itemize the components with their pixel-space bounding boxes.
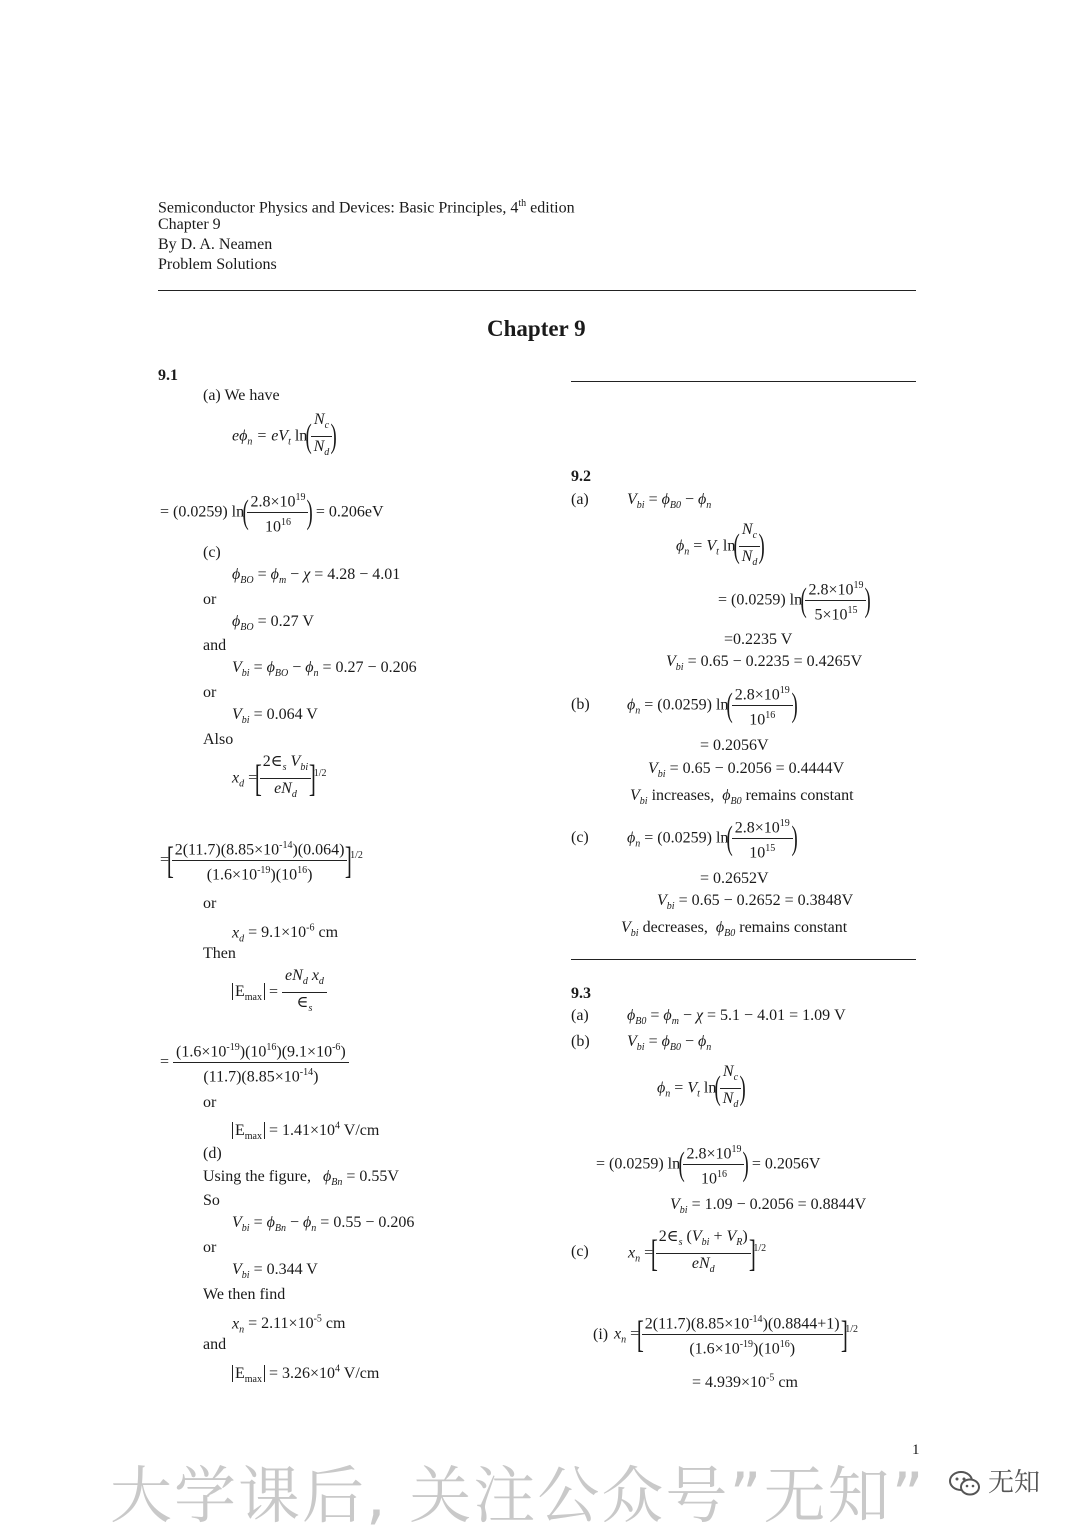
eq-e-phi-n: $e\phi_n = eV_t$ ln( $\frac{N_c}{N_d}$ ) <box>232 411 338 459</box>
or-1: or <box>203 591 217 608</box>
label-d: (d) <box>203 1145 222 1162</box>
eq-xd-value: =[ $\frac{2(11.7)(8.85\times 10^{-14})(0.064)}{(1.6\times 10^{-19})(10^{16})}$ ]$^{1/2}$ <box>160 836 363 886</box>
eq-emax-d: $E_{max} = 3.26\times 10^4$ V/cm <box>232 1360 379 1391</box>
label-2a: (a) <box>571 491 589 508</box>
eq-3c-result: = $4.939\times 10^{-5}$ cm <box>692 1373 798 1392</box>
eq-3b-phi-n-value: = (0.0259) ln( $\frac{2.8\times 10^{19}}{10^{16}}$ ) = 0.2056V <box>596 1140 820 1190</box>
wechat-icon <box>948 1470 982 1498</box>
eq-vbi-d: $V_{bi} = \phi_{Bn} - \phi_n = 0.55 - 0.206$ <box>232 1214 415 1235</box>
header-rule <box>158 290 916 291</box>
using-text: Using the figure, <box>203 1168 311 1185</box>
or-3: or <box>203 895 217 912</box>
label-3b: (b) <box>571 1033 590 1050</box>
also: Also <box>203 731 234 748</box>
page-number: 1 <box>912 1442 920 1458</box>
column-rule-1 <box>571 381 916 382</box>
or-2: or <box>203 684 217 701</box>
eq-vbi: $V_{bi} = \phi_{BO} - \phi_n = 0.27 - 0.206$ <box>232 659 417 680</box>
or-4: or <box>203 1094 217 1111</box>
eq-2-result: =0.2235 V <box>724 631 793 648</box>
wechat-badge <box>948 1462 1040 1499</box>
eq-xd-result: $x_d = 9.1\times 10^{-6}$ cm <box>232 923 339 945</box>
eq-2c-vbi: $V_{bi} = 0.65 - 0.2652 = 0.3848V$ <box>657 892 854 913</box>
or-5: or <box>203 1239 217 1256</box>
label-2b: (b) <box>571 696 590 713</box>
label-3c-i: (i) <box>593 1326 609 1343</box>
problem-9-2: 9.2 <box>571 468 591 485</box>
we-then-find: We then find <box>203 1286 286 1303</box>
eq-3b-phi-n: $\phi_n = V_t$ ln( $\frac{N_c}{N_d}$ ) <box>657 1063 747 1111</box>
watermark-text: 大学课后, 关注公众号”无知” <box>110 1459 926 1532</box>
label-2c: (c) <box>571 829 589 846</box>
eq-phi-bo: $\phi_{BO} = \phi_m - \chi = 4.28 - 4.01$ <box>232 566 401 587</box>
and-1: and <box>203 637 227 654</box>
eq-2c-result: = 0.2652V <box>700 870 769 887</box>
header-line-1: Semiconductor Physics and Devices: Basic Principles, 4th edition <box>158 198 575 217</box>
header-line-3: By D. A. Neamen <box>158 236 273 253</box>
eq-vbi-value: $V_{bi} = 0.064$ V <box>232 706 318 727</box>
eq-3c-xn-value: $x_n$ =[ $\frac{2(11.7)(8.85\times 10^{-14})(0.8844+1)}{(1.6\times 10^{-19})(10^{16})}$ ]$^{1/2}$ <box>614 1310 858 1360</box>
header-line-4: Problem Solutions <box>158 256 277 273</box>
eq-2-phi-n-value: = (0.0259) ln( $\frac{2.8\times 10^{19}}{5\times 10^{15}}$ ) <box>718 576 870 626</box>
note-2c: $V_{bi}$ decreases, $\phi_{B0}$ remains constant <box>621 919 848 940</box>
problem-9-3: 9.3 <box>571 985 591 1002</box>
eq-2b-phi-n: $\phi_n = (0.0259)$ ln( $\frac{2.8\times 10^{19}}{10^{16}}$ ) <box>627 681 796 731</box>
eq-emax-result: $E_{max} = 1.41\times 10^4$ V/cm <box>232 1117 379 1148</box>
eq-2-phi-n: $\phi_n = V_t$ ln( $\frac{N_c}{N_d}$ ) <box>676 521 766 569</box>
label-3c: (c) <box>571 1243 589 1260</box>
and-2: and <box>203 1336 227 1353</box>
eq-phi-n-value: = (0.0259) ln( $\frac{2.8\times 10^{19}}{10^{16}}$ ) = 0.206eV <box>160 488 384 538</box>
eq-2b-result: = 0.2056V <box>700 737 769 754</box>
eq-3c-xn: $x_n$ =[ $\frac{2\in_s (V_{bi} + V_R)}{eN_d}$ ]$^{1/2}$ <box>628 1228 767 1276</box>
label-a-we-have: (a) We have <box>203 387 280 404</box>
eq-vbi-d-value: $V_{bi} = 0.344$ V <box>232 1261 318 1282</box>
eq-xd: $x_d$ =[ $\frac{2\in_s V_{bi}}{eN_d}$ ]$^{1/2}$ <box>232 753 327 801</box>
eq-2b-vbi: $V_{bi} = 0.65 - 0.2056 = 0.4444V$ <box>648 760 845 781</box>
eq-phi-bo-value: $\phi_{BO} = 0.27$ V <box>232 613 314 634</box>
note-2b: $V_{bi}$ increases, $\phi_{B0}$ remains constant <box>630 787 854 808</box>
header-line-2: Chapter 9 <box>158 216 221 233</box>
problem-9-1: 9.1 <box>158 367 178 384</box>
column-rule-2 <box>571 959 916 960</box>
eq-emax: $E_{max}$ = $\frac{eN_d x_d}{\in_s}$ <box>232 966 327 1019</box>
wechat-label: 无知 <box>988 1468 1041 1498</box>
eq-xn-d: $x_n = 2.11\times 10^{-5}$ cm <box>232 1314 346 1336</box>
eq-2-vbi: $V_{bi} = \phi_{B0} - \phi_n$ <box>627 491 712 512</box>
using-figure: Using the figure, $\phi_{Bn} = 0.55V$ <box>203 1168 399 1189</box>
eq-2c-phi-n: $\phi_n = (0.0259)$ ln( $\frac{2.8\times 10^{19}}{10^{15}}$ ) <box>627 814 796 864</box>
eq-3b-vbi-value: $V_{bi} = 1.09 - 0.2056 = 0.8844V$ <box>670 1196 867 1217</box>
label-c: (c) <box>203 544 221 561</box>
eq-emax-value: = $\frac{(1.6\times 10^{-19})(10^{16})(9.1\times 10^{-6})}{(11.7)(8.85\times 10^{-14})}$ <box>160 1038 349 1088</box>
so: So <box>203 1192 220 1209</box>
eq-2-vbi-value: $V_{bi} = 0.65 - 0.2235 = 0.4265V$ <box>666 653 863 674</box>
eq-3a: $\phi_{B0} = \phi_m - \chi = 5.1 - 4.01 = 1.09$ V <box>627 1007 846 1028</box>
then: Then <box>203 945 236 962</box>
label-3a: (a) <box>571 1007 589 1024</box>
eq-3b-vbi: $V_{bi} = \phi_{B0} - \phi_n$ <box>627 1033 712 1054</box>
chapter-title: Chapter 9 <box>487 316 586 341</box>
